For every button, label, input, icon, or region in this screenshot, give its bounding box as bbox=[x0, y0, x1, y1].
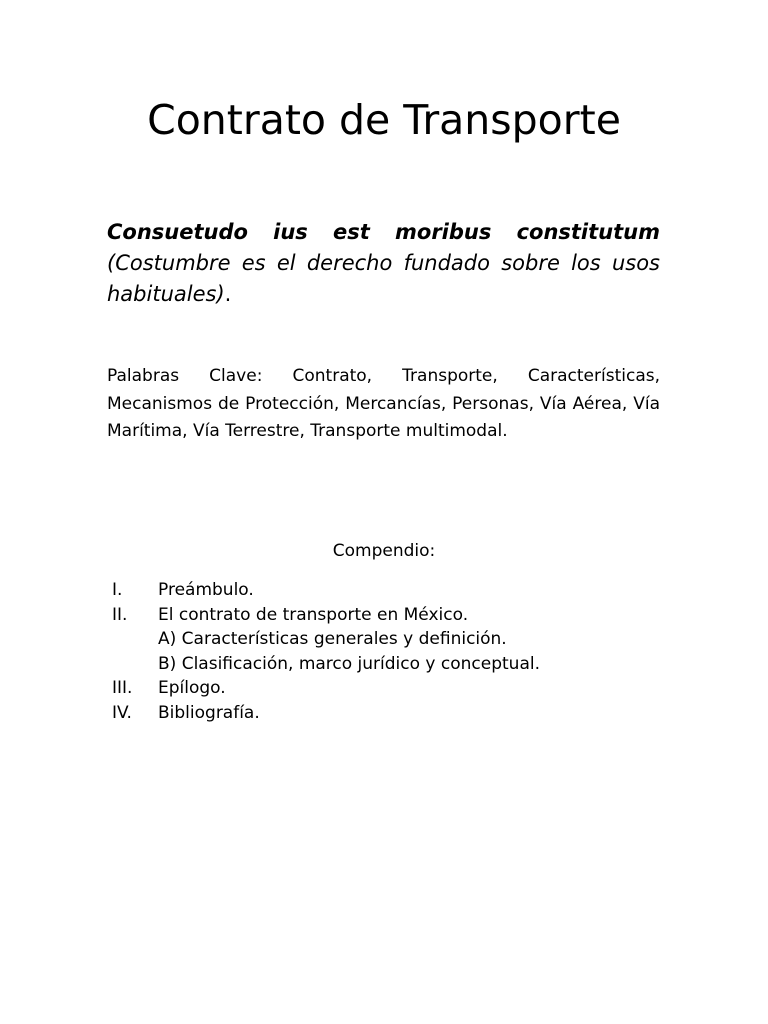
toc-item-text: Preámbulo. bbox=[158, 580, 254, 600]
epigraph bbox=[107, 217, 660, 310]
toc-item bbox=[112, 676, 672, 701]
compendio-list bbox=[112, 578, 672, 725]
toc-item-number: I. bbox=[112, 580, 123, 600]
toc-subitem: A) Características generales y definición. bbox=[158, 629, 507, 649]
toc-item bbox=[112, 701, 672, 726]
epigraph-end: . bbox=[224, 282, 232, 306]
toc-item-text: El contrato de transporte en México. bbox=[158, 604, 469, 625]
toc-item bbox=[112, 603, 672, 628]
toc-subitem: B) Clasificación, marco jurídico y conceptual. bbox=[158, 653, 541, 674]
compendio-heading: Compendio: bbox=[332, 541, 436, 561]
epigraph-latin: Consuetudo ius est moribus constitutum bbox=[107, 220, 660, 244]
keywords-paragraph: Palabras Clave: Contrato, Transporte, Características, Mecanismos de Protección, Mercancías, Personas, Vía Aérea, Vía Marítima, Vía Terrestre, Transporte multimodal. bbox=[107, 366, 660, 441]
toc-item-text: Epílogo. bbox=[158, 678, 226, 698]
toc-item-number: II. bbox=[112, 604, 128, 625]
document-title: Contrato de Transporte bbox=[147, 96, 621, 144]
toc-item bbox=[112, 578, 672, 603]
epigraph-translation: (Costumbre es el derecho fundado sobre los usos habituales) bbox=[107, 251, 660, 306]
toc-item-number: IV. bbox=[112, 702, 132, 723]
toc-item-number: III. bbox=[112, 678, 133, 698]
toc-item-text: Bibliografía. bbox=[158, 702, 260, 723]
